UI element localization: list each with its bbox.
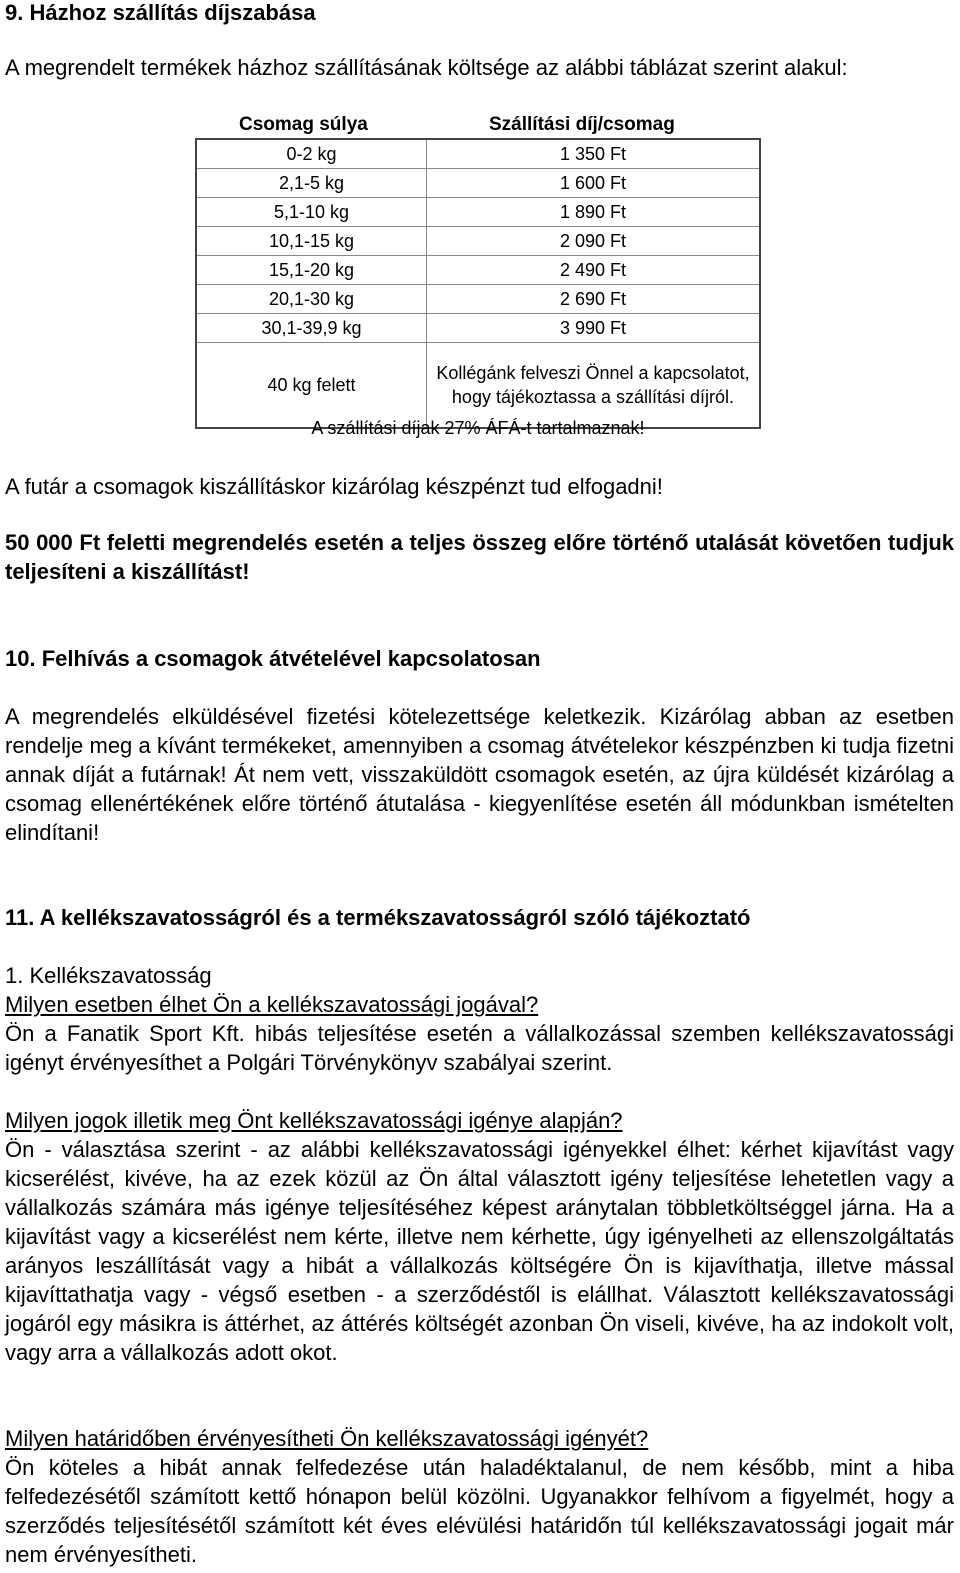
section-10-title: 10. Felhívás a csomagok átvételével kapcsolatosan xyxy=(5,646,541,671)
fee-cell: Kollégánk felveszi Önnel a kapcsolatot, hogy tájékoztassa a szállítási díjról. xyxy=(436,363,750,407)
fee-cell: 2 490 Ft xyxy=(559,259,627,280)
section-10-body: A megrendelés elküldésével fizetési kötelezettsége keletkezik. Kizárólag abban az esetben rendelje meg a kívánt termékeket, amennyiben a csomag átvételekor készpénzben ki tudja fizetni annak díját a futárnak! Át nem vett, visszaküldött csomagok esetén, az újra küldését kizárólag a csomag ellenértékének előre történő átutalása - kiegyenlítése esetén áll módunkban ismételten elindítani! xyxy=(5,704,954,845)
question-3: Milyen határidőben érvényesítheti Ön kellékszavatossági igényét? xyxy=(5,1426,649,1451)
answer-2: Ön - választása szerint - az alábbi kellékszavatossági igényekkel élhet: kérhet kijavítást vagy kicserélést, kivéve, ha az ezek közül az Ön által választott igény teljesítése lehetetlen vagy a vállalkozás számára más igénye teljesítéséhez képest aránytalan többletköltséggel járna. Ha a kijavítást vagy a kicserélést nem kérte, illetve nem kérhette, úgy igényelheti az ellenszolgáltatás arányos leszállítását vagy a hibát a vállalkozás költségére Ön is kijavíthatja, illetve mással kijavíttathatja vagy - végső esetben - a szerződéstől is elállhat. Választott kellékszavatossági jogáról egy másikra is áttérhet, az áttérés költségét azonban Ön viseli, kivéve, ha az indokolt volt, vagy arra a vállalkozás adott okot. xyxy=(5,1137,954,1365)
answer-1: Ön a Fanatik Sport Kft. hibás teljesítése esetén a vállalkozással szemben kellékszavatossági igényt érvényesíthet a Polgári Törvénykönyv szabályai szerint. xyxy=(5,1021,954,1075)
table-row xyxy=(197,169,759,198)
table-row xyxy=(197,227,759,256)
weight-cell: 0-2 kg xyxy=(197,140,427,168)
weight-cell: 40 kg felett xyxy=(197,343,427,427)
cash-only-note: A futár a csomagok kiszállításkor kizárólag készpénzt tud elfogadni! xyxy=(5,474,663,499)
table-row xyxy=(197,198,759,227)
weight-cell: 2,1-5 kg xyxy=(197,169,427,197)
fee-cell: 2 690 Ft xyxy=(559,288,627,309)
table-row xyxy=(197,285,759,314)
table-body xyxy=(195,138,761,429)
table-row xyxy=(197,140,759,169)
weight-cell: 10,1-15 kg xyxy=(197,227,427,255)
fee-cell: 2 090 Ft xyxy=(559,230,627,251)
table-row xyxy=(197,314,759,343)
weight-cell: 20,1-30 kg xyxy=(197,285,427,313)
section-11-title: 11. A kellékszavatosságról és a termékszavatosságról szóló tájékoztató xyxy=(5,905,751,930)
subsection-title: 1. Kellékszavatosság xyxy=(5,963,212,988)
answer-3: Ön köteles a hibát annak felfedezése után haladéktalanul, de nem később, mint a hiba felfedezésétől számított kettő hónapon belül közölni. Ugyanakkor felhívom a figyelmét, hogy a szerződés teljesítésétől számított két éves elévülési határidőn túl kellékszavatossági jogait már nem érvényesítheti. xyxy=(5,1455,954,1567)
weight-cell: 15,1-20 kg xyxy=(197,256,427,284)
table-row xyxy=(197,256,759,285)
fee-cell: 1 600 Ft xyxy=(559,172,627,193)
table-row xyxy=(197,343,759,429)
fee-cell: 3 990 Ft xyxy=(559,317,627,338)
vat-note: A szállítási díjak 27% ÁFÁ-t tartalmaznak! xyxy=(311,418,645,438)
question-1: Milyen esetben élhet Ön a kellékszavatossági jogával? xyxy=(5,992,539,1017)
fee-cell: 1 890 Ft xyxy=(559,201,627,222)
fee-cell: 1 350 Ft xyxy=(559,143,627,164)
weight-cell: 30,1-39,9 kg xyxy=(197,314,427,342)
col-header-fee: Szállítási díj/csomag xyxy=(489,114,675,135)
col-header-weight: Csomag súlya xyxy=(239,114,368,135)
table-header xyxy=(195,111,761,138)
section-9-title: 9. Házhoz szállítás díjszabása xyxy=(5,0,316,25)
section-9-intro: A megrendelt termékek házhoz szállításának költsége az alábbi táblázat szerint alakul: xyxy=(5,55,848,80)
weight-cell: 5,1-10 kg xyxy=(197,198,427,226)
question-2: Milyen jogok illetik meg Önt kellékszavatossági igénye alapján? xyxy=(5,1108,623,1133)
prepayment-note: 50 000 Ft feletti megrendelés esetén a teljes összeg előre történő utalását követően tudjuk teljesíteni a kiszállítást! xyxy=(5,530,954,584)
